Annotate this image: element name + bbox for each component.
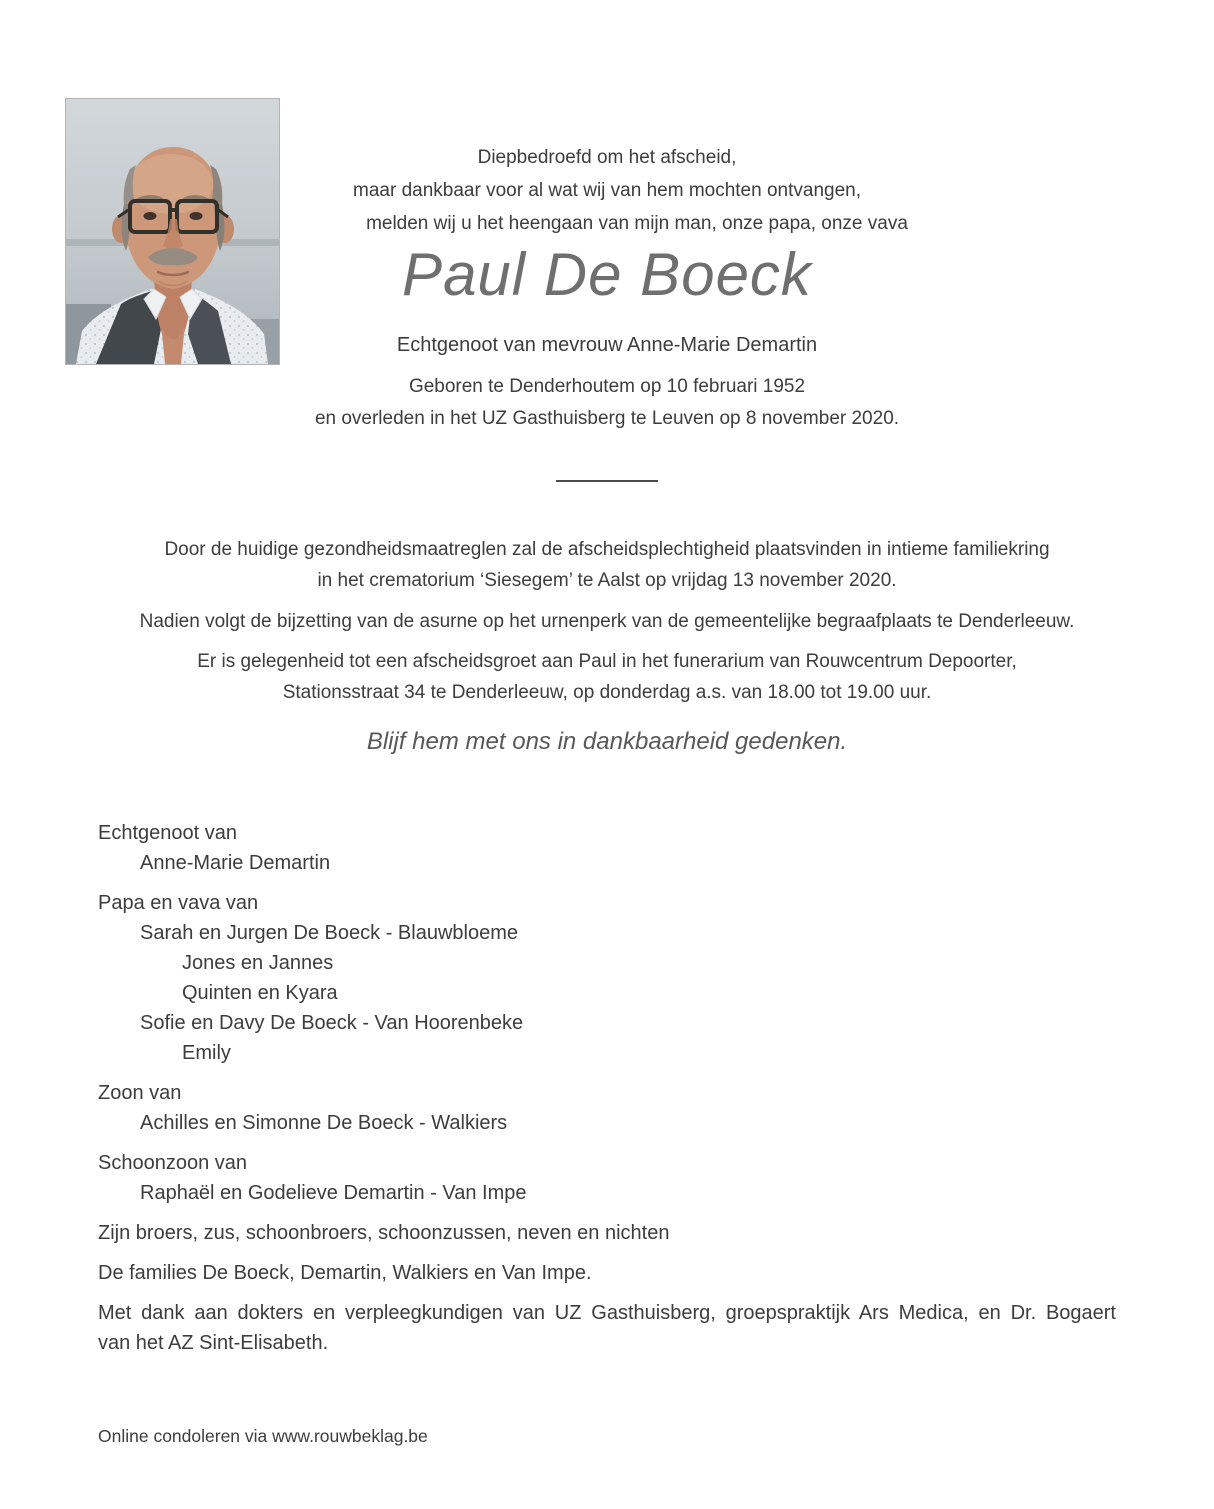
ceremony-p3-line2: Stationsstraat 34 te Denderleeuw, op donderdag a.s. van 18.00 tot 19.00 uur. — [282, 682, 932, 703]
thanks-paragraph — [98, 1298, 1116, 1358]
deceased-name: Paul De Boeck — [402, 241, 812, 308]
intro-line-3: melden wij u het heengaan van mijn man, onze papa, onze vava — [366, 213, 908, 234]
family-member-line: Jones en Jannes — [182, 952, 334, 974]
family-group — [98, 1078, 1116, 1138]
family-member-line: Achilles en Simonne De Boeck - Walkiers — [140, 1112, 508, 1134]
thanks-line-1: Met dank aan dokters en verpleegkundigen van UZ Gasthuisberg, groepspraktijk Ars Medica, en Dr. Bogaert — [98, 1302, 1116, 1324]
intro-line-1: Diepbedroefd om het afscheid, — [477, 147, 737, 168]
ceremony-paragraph-3 — [0, 646, 1214, 708]
ceremony-paragraph-1 — [0, 534, 1214, 596]
family-group — [98, 1148, 1116, 1208]
family-group-label: Echtgenoot van — [98, 822, 237, 844]
death-line: en overleden in het UZ Gasthuisberg te Leuven op 8 november 2020. — [314, 408, 900, 429]
family-member-line: Sofie en Davy De Boeck - Van Hoorenbeke — [140, 1012, 524, 1034]
family-group-label: Papa en vava van — [98, 892, 259, 914]
family-groups — [98, 818, 1116, 1208]
relatives-line: Zijn broers, zus, schoonbroers, schoonzussen, neven en nichten — [98, 1222, 670, 1244]
ceremony-paragraph-2: Nadien volgt de bijzetting van de asurne op het urnenperk van de gemeentelijke begraafplaats te Denderleeuw. — [139, 611, 1075, 632]
section-divider — [556, 480, 658, 482]
family-group-label: Schoonzoon van — [98, 1152, 248, 1174]
intro-line-2: maar dankbaar voor al wat wij van hem mochten ontvangen, — [353, 180, 861, 201]
intro-block — [0, 141, 1214, 240]
birth-line: Geboren te Denderhoutem op 10 februari 1952 — [408, 376, 806, 397]
birth-death-block — [0, 371, 1214, 435]
family-group — [98, 818, 1116, 878]
family-section — [98, 818, 1116, 1358]
memorial-quote: Blijf hem met ons in dankbaarheid gedenken. — [366, 728, 848, 755]
family-member-line: Quinten en Kyara — [182, 982, 338, 1004]
family-member-line: Raphaël en Godelieve Demartin - Van Impe — [140, 1182, 527, 1204]
ceremony-p3-line1: Er is gelegenheid tot een afscheidsgroet aan Paul in het funerarium van Rouwcentrum Depoorter, — [197, 651, 1017, 672]
thanks-line-2: van het AZ Sint-Elisabeth. — [98, 1332, 329, 1354]
family-group — [98, 888, 1116, 1068]
spouse-line: Echtgenoot van mevrouw Anne-Marie Demartin — [396, 334, 818, 356]
ceremony-p1-line2: in het crematorium ‘Siesegem’ te Aalst op vrijdag 13 november 2020. — [317, 570, 897, 591]
ceremony-p1-line1: Door de huidige gezondheidsmaatreglen zal de afscheidsplechtigheid plaatsvinden in intieme familiekring — [164, 539, 1050, 560]
families-line: De families De Boeck, Demartin, Walkiers en Van Impe. — [98, 1262, 592, 1284]
family-member-line: Emily — [182, 1042, 231, 1064]
online-condolence-line: Online condoleren via www.rouwbeklag.be — [98, 1426, 428, 1446]
family-group-label: Zoon van — [98, 1082, 182, 1104]
family-member-line: Sarah en Jurgen De Boeck - Blauwbloeme — [140, 922, 518, 944]
family-member-line: Anne-Marie Demartin — [140, 852, 331, 874]
